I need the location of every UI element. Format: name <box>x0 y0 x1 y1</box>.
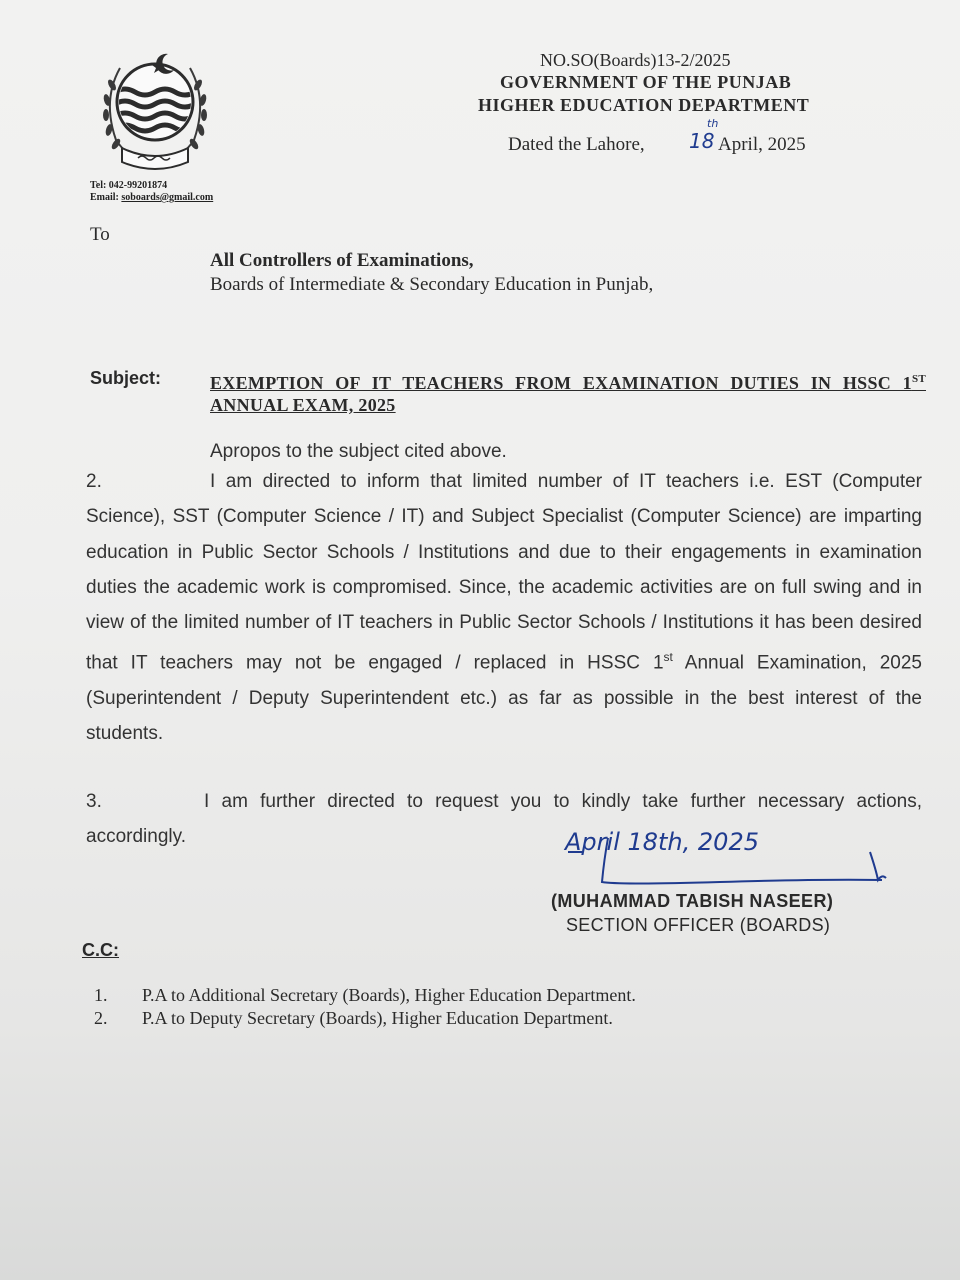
department-title: HIGHER EDUCATION DEPARTMENT <box>478 95 810 115</box>
handwritten-date-day: 18 <box>689 129 715 153</box>
cc-item-number: 2. <box>94 1008 108 1028</box>
letterhead-email-line <box>90 192 213 204</box>
paragraph-2-superscript: st <box>663 650 673 665</box>
dated-suffix: April, 2025 <box>718 134 806 155</box>
government-title: GOVERNMENT OF THE PUNJAB <box>500 72 792 92</box>
subject-superscript: ST <box>911 373 926 385</box>
cc-item <box>94 1008 613 1029</box>
punjab-emblem-icon <box>98 40 212 180</box>
handwritten-signature-date: April 18th, 2025 <box>565 828 759 856</box>
paragraph-2 <box>86 464 922 752</box>
addressee-line-1: All Controllers of Examinations, <box>210 250 474 271</box>
subject-text-part2: ANNUAL EXAM, 2025 <box>210 395 396 415</box>
handwritten-date-suffix: th <box>707 117 719 130</box>
paragraph-3-number: 3. <box>86 791 102 812</box>
signature-stroke-icon <box>560 830 900 900</box>
letterhead-email[interactable]: soboards@gmail.com <box>121 192 214 203</box>
cc-item-text: P.A to Additional Secretary (Boards), Higher Education Department. <box>142 985 636 1005</box>
cc-item-number: 1. <box>94 985 108 1005</box>
subject-text-part1: EXEMPTION OF IT TEACHERS FROM EXAMINATION DUTIES IN HSSC 1 <box>210 373 912 393</box>
dated-line <box>508 134 645 156</box>
cc-item-text: P.A to Deputy Secretary (Boards), Higher Education Department. <box>142 1008 613 1028</box>
paragraph-1: Apropos to the subject cited above. <box>210 441 507 462</box>
cc-label: C.C: <box>82 940 119 960</box>
subject-text <box>210 368 926 416</box>
letterhead-contact <box>90 180 213 204</box>
to-label: To <box>90 224 110 245</box>
paragraph-3-text: I am further directed to request you to kindly take further necessary actions, accordingly. <box>86 791 922 848</box>
letterhead-phone: Tel: 042-99201874 <box>90 180 168 191</box>
subject-label: Subject: <box>90 368 162 388</box>
letterhead-email-label: Email: <box>90 192 122 203</box>
paragraph-2-text-a: I am directed to inform that limited number of IT teachers i.e. EST (Computer Science), SST (Computer Science / IT) and Subject Specialist (Computer Science) are imparting education in Public Sector Schools / Institutions and due to their engagements in examination duties the academic work is compromised. Since, the academic activities are on full swing and in view of the limited number of IT teachers in Public Sector Schools / Institutions it has been desired that IT teachers may not be engaged / replaced in HSSC 1 <box>86 471 922 674</box>
paragraph-2-text-b: Annual Examination, 2025 (Superintendent / Deputy Superintendent etc.) as far as possible in the best interest of the students. <box>86 652 922 745</box>
addressee-line-2: Boards of Intermediate & Secondary Education in Punjab, <box>210 274 654 295</box>
dated-prefix: Dated the Lahore, <box>508 134 645 155</box>
cc-item <box>94 985 636 1006</box>
signer-name: (MUHAMMAD TABISH NASEER) <box>551 891 834 911</box>
paragraph-2-number: 2. <box>86 471 102 492</box>
signer-title: SECTION OFFICER (BOARDS) <box>566 915 831 935</box>
reference-number: NO.SO(Boards)13-2/2025 <box>540 50 731 70</box>
